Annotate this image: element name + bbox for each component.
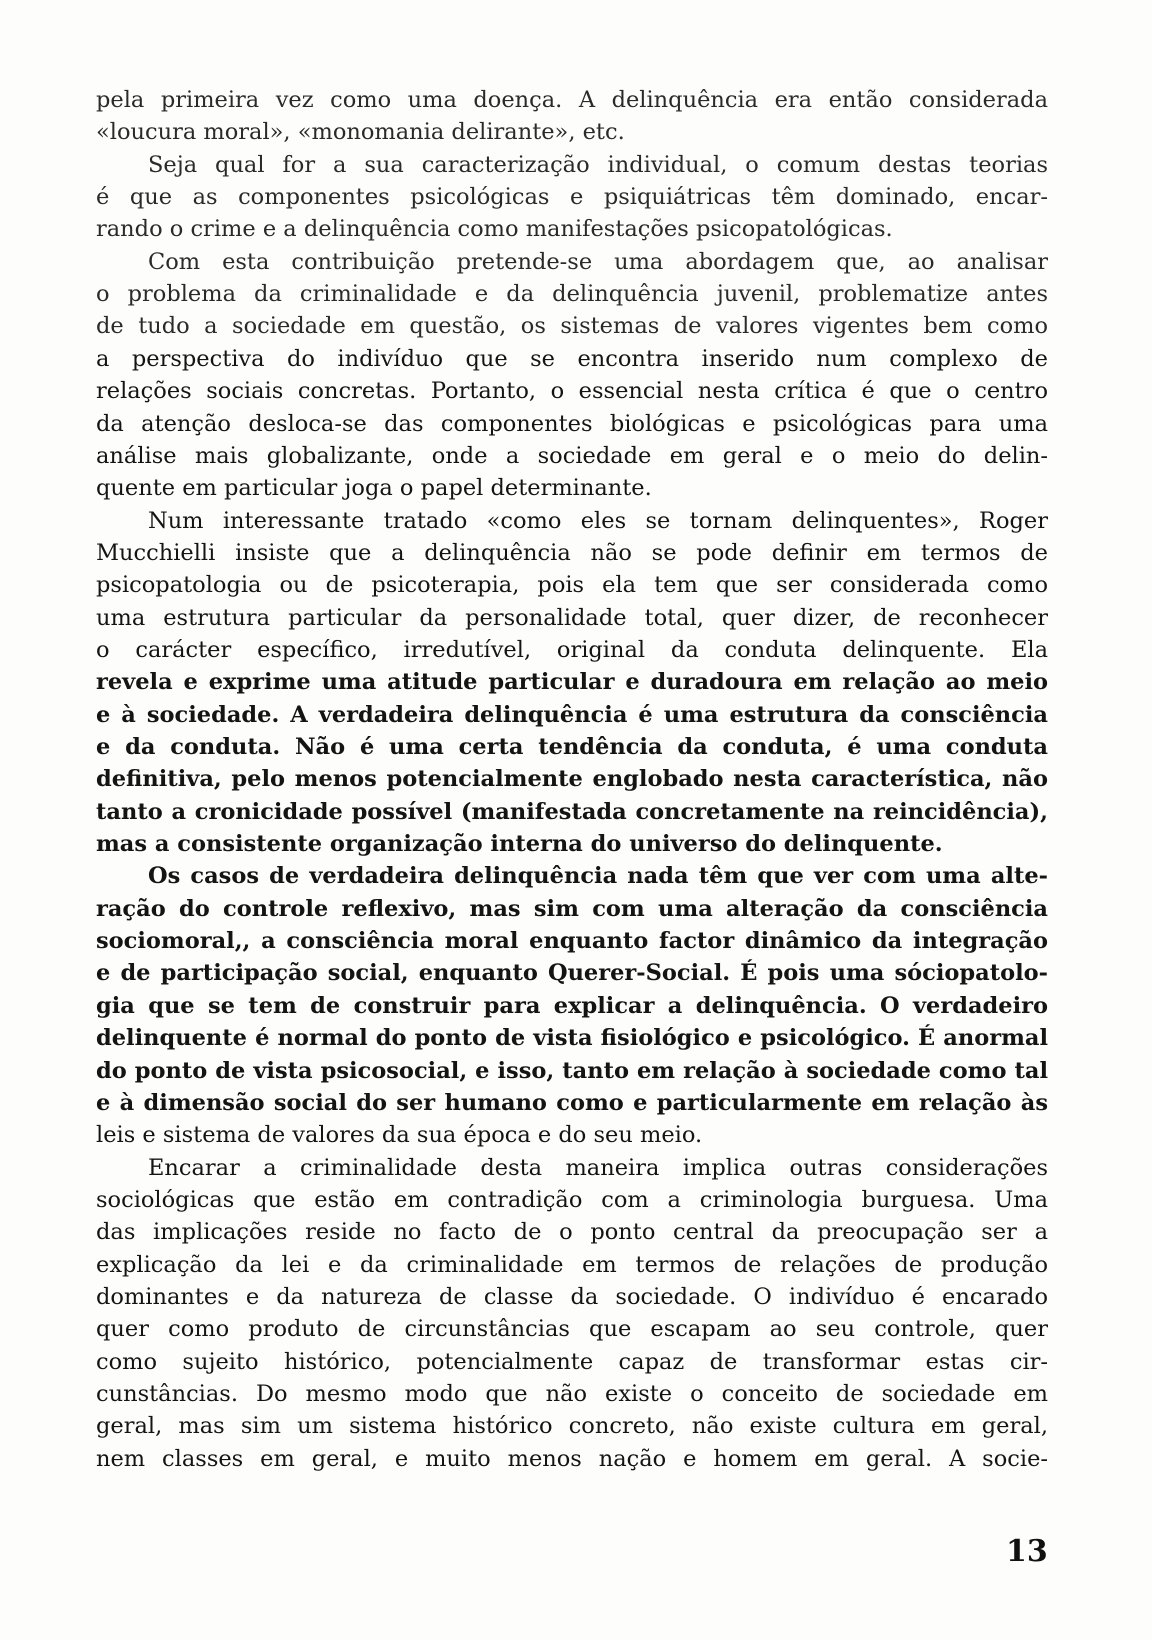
text-line: a perspectiva do indivíduo que se encontra inserido num complexo de (96, 345, 1048, 372)
text-line: nem classes em geral, e muito menos nação e homem em geral. A socie- (96, 1445, 1048, 1472)
text-line: psicopatologia ou de psicoterapia, pois ela tem que ser considerada como (96, 572, 1048, 599)
text-line: geral, mas sim um sistema histórico concreto, não existe cultura em geral, (96, 1413, 1048, 1440)
text-line: análise mais globalizante, onde a sociedade em geral e o meio do delin- (96, 442, 1048, 469)
text-line: uma estrutura particular da personalidade total, quer dizer, de reconhecer (96, 604, 1048, 631)
text-line: quer como produto de circunstâncias que escapam ao seu controle, quer (96, 1316, 1048, 1343)
text-line: delinquente é normal do ponto de vista fisiológico e psicológico. É anormal (96, 1025, 1048, 1052)
page-number: 13 (1006, 1534, 1048, 1569)
text-line: mas a consistente organização interna do universo do delinquente. (96, 831, 943, 858)
text-line: «loucura moral», «monomania delirante», etc. (96, 119, 625, 146)
text-line: Encarar a criminalidade desta maneira implica outras considerações (148, 1154, 1048, 1181)
text-line: pela primeira vez como uma doença. A delinquência era então considerada (96, 87, 1048, 113)
text-line: Seja qual for a sua caracterização individual, o comum destas teorias (148, 151, 1048, 178)
text-line: Mucchielli insiste que a delinquência não se pode definir em termos de (96, 539, 1048, 566)
text-line: o problema da criminalidade e da delinquência juvenil, problematize antes (96, 281, 1048, 308)
text-line: e de participação social, enquanto Querer-Social. É pois uma sóciopatolo- (96, 960, 1048, 987)
text-line: é que as componentes psicológicas e psiquiátricas têm dominado, encar- (96, 184, 1048, 211)
text-line: Com esta contribuição pretende-se uma abordagem que, ao analisar (148, 248, 1048, 275)
text-line: gia que se tem de construir para explicar a delinquência. O verdadeiro (96, 992, 1048, 1019)
text-line: Num interessante tratado «como eles se tornam delinquentes», Roger (148, 507, 1048, 534)
text-line: como sujeito histórico, potencialmente capaz de transformar estas cir- (96, 1348, 1048, 1375)
text-line: tanto a cronicidade possível (manifestada concretamente na reincidência), (96, 798, 1048, 825)
text-line: do ponto de vista psicosocial, e isso, tanto em relação à sociedade como tal (96, 1057, 1048, 1084)
text-line: relações sociais concretas. Portanto, o essencial nesta crítica é que o centro (96, 378, 1048, 405)
text-line: sociológicas que estão em contradição com a criminologia burguesa. Uma (96, 1186, 1048, 1213)
text-line: explicação da lei e da criminalidade em termos de relações de produção (96, 1251, 1048, 1278)
text-line: de tudo a sociedade em questão, os sistemas de valores vigentes bem como (96, 313, 1048, 340)
text-line: leis e sistema de valores da sua época e do seu meio. (96, 1122, 703, 1149)
text-line: quente em particular joga o papel determinante. (96, 475, 652, 502)
text-line: ração do controle reflexivo, mas sim com uma alteração da consciência (96, 895, 1048, 922)
text-line: e da conduta. Não é uma certa tendência da conduta, é uma conduta (96, 734, 1048, 760)
text-line: das implicações reside no facto de o ponto central da preocupação ser a (96, 1219, 1048, 1246)
text-line: da atenção desloca-se das componentes biológicas e psicológicas para uma (96, 410, 1048, 437)
text-line: o carácter específico, irredutível, original da conduta delinquente. Ela (96, 636, 1048, 663)
text-line: cunstâncias. Do mesmo modo que não existe o conceito de sociedade em (96, 1381, 1048, 1407)
text-line: dominantes e da natureza de classe da sociedade. O indivíduo é encarado (96, 1283, 1048, 1310)
text-line: e à dimensão social do ser humano como e particularmente em relação às (96, 1089, 1048, 1116)
text-line: definitiva, pelo menos potencialmente englobado nesta característica, não (96, 766, 1048, 793)
text-line: rando o crime e a delinquência como manifestações psicopatológicas. (96, 216, 893, 243)
text-line: Os casos de verdadeira delinquência nada têm que ver com uma alte- (148, 863, 1048, 890)
text-line: revela e exprime uma atitude particular e duradoura em relação ao meio (96, 669, 1048, 696)
text-line: e à sociedade. A verdadeira delinquência é uma estrutura da consciência (96, 701, 1048, 728)
text-line: sociomoral,, a consciência moral enquanto factor dinâmico da integração (96, 928, 1048, 955)
